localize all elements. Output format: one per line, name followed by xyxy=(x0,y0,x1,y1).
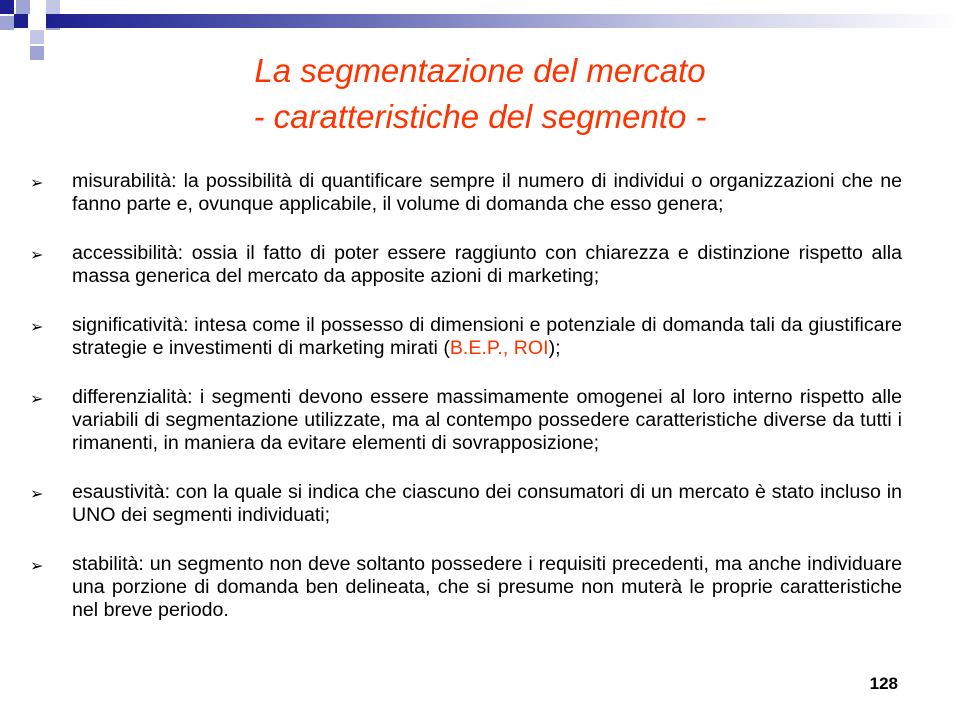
decorative-square xyxy=(16,0,30,14)
slide-title xyxy=(0,48,960,140)
bullet-text: differenzialità: i segmenti devono essere massimamente omogenei al loro interno rispetto alle variabili di segmentazione utilizzate, ma al contempo possedere caratteristiche diverse da tutti i rimanenti, in maniera da evitare elementi di sovrapposizione; xyxy=(72,386,902,454)
slide-title-line-1: La segmentazione del mercato xyxy=(254,52,706,89)
decorative-square xyxy=(30,30,44,44)
bullet-list xyxy=(30,170,902,648)
arrow-bullet-icon: ➢ xyxy=(30,173,44,192)
bullet-text: stabilità: un segmento non deve soltanto possedere i requisiti precedenti, ma anche individuare una porzione di domanda ben delineata, che si presume non muterà le proprie caratteristiche nel breve periodo. xyxy=(72,553,902,621)
slide-title-line-2: - caratteristiche del segmento - xyxy=(253,98,707,135)
bullet-text: accessibilità: ossia il fatto di poter essere raggiunto con chiarezza e distinzione rispetto alla massa generica del mercato da apposite azioni di marketing; xyxy=(72,242,902,287)
bullet-text: esaustività: con la quale si indica che ciascuno dei consumatori di un mercato è stato incluso in UNO dei segmenti individuati; xyxy=(72,481,902,526)
bullet-item-differenzialita xyxy=(30,386,902,455)
header-gradient-bar xyxy=(46,14,960,28)
decorative-square xyxy=(14,14,28,28)
decorative-square xyxy=(46,0,60,14)
arrow-bullet-icon: ➢ xyxy=(30,556,44,575)
arrow-bullet-icon: ➢ xyxy=(30,317,44,336)
page-number: 128 xyxy=(869,674,898,693)
bullet-item-significativita xyxy=(30,314,902,360)
bullet-item-stabilita xyxy=(30,553,902,622)
arrow-bullet-icon: ➢ xyxy=(30,389,44,408)
bullet-text xyxy=(72,314,902,359)
bullet-text: misurabilità: la possibilità di quantificare sempre il numero di individui o organizzazioni che ne fanno parte e, ovunque applicabile, il volume di domanda che esso genera; xyxy=(72,170,902,215)
arrow-bullet-icon: ➢ xyxy=(30,245,44,264)
decorative-square xyxy=(0,16,14,30)
decorative-square xyxy=(0,0,14,14)
bullet-item-misurabilita xyxy=(30,170,902,216)
bullet-item-accessibilita xyxy=(30,242,902,288)
bullet-item-esaustivita xyxy=(30,481,902,527)
bullet-text-part: significatività: intesa come il possesso di dimensioni e potenziale di domanda tali da giustificare strategie e investimenti di marketing mirati ( xyxy=(72,314,902,359)
arrow-bullet-icon: ➢ xyxy=(30,484,44,503)
highlight-bep-roi: B.E.P., ROI xyxy=(449,337,549,359)
bullet-text-part: ); xyxy=(548,337,561,359)
